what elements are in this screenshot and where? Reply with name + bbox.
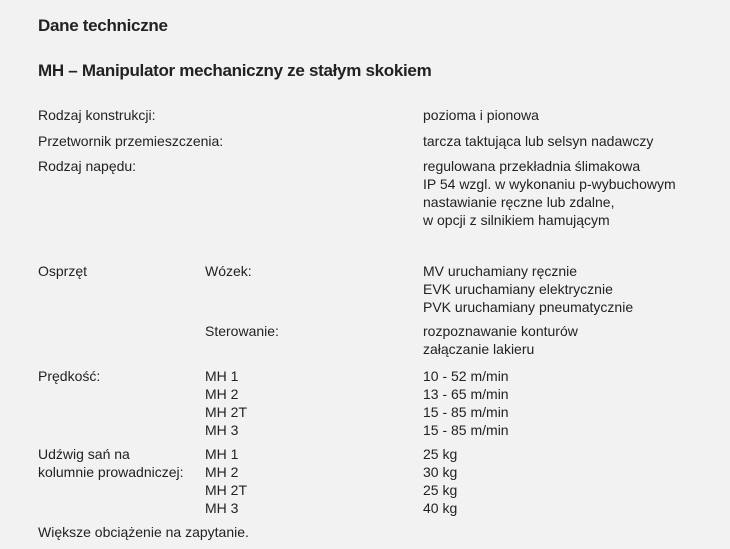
value-rodzaj-napedu (423, 157, 676, 229)
speed-value: 13 - 65 m/min (423, 386, 509, 402)
predkosc-models (205, 367, 247, 439)
model-label: MH 1 (205, 446, 239, 462)
speed-value: 10 - 52 m/min (423, 368, 509, 384)
model-label: MH 2T (205, 404, 247, 420)
predkosc-values (423, 367, 509, 439)
value-rodzaj-konstrukcji: pozioma i pionowa (423, 107, 539, 123)
label-sterowanie: Sterowanie: (205, 323, 279, 339)
page-title: Dane techniczne (38, 16, 168, 35)
load-value: 25 kg (423, 446, 458, 462)
value-wozek (423, 262, 633, 316)
speed-value: 15 - 85 m/min (423, 404, 509, 420)
naped-line: IP 54 wzgl. w wykonaniu p-wybuchowym (423, 176, 676, 192)
naped-line: regulowana przekładnia ślimakowa (423, 158, 641, 174)
sterowanie-line: załączanie lakieru (423, 341, 535, 357)
model-label: MH 2 (205, 464, 239, 480)
label-predkosc: Prędkość: (38, 368, 101, 384)
model-label: MH 3 (205, 500, 239, 516)
udzwig-label-line: kolumnie prowadniczej: (38, 464, 184, 480)
wozek-line: PVK uruchamiany pneumatycznie (423, 299, 634, 315)
label-rodzaj-konstrukcji: Rodzaj konstrukcji: (38, 107, 156, 123)
model-label: MH 1 (205, 368, 239, 384)
label-wozek: Wózek: (205, 263, 252, 279)
label-przetwornik: Przetwornik przemieszczenia: (38, 133, 224, 149)
value-sterowanie (423, 322, 578, 358)
udzwig-label-line: Udźwig sań na (38, 446, 130, 462)
load-value: 40 kg (423, 500, 458, 516)
model-label: MH 3 (205, 422, 239, 438)
section-subtitle: MH – Manipulator mechaniczny ze stałym skokiem (38, 61, 432, 80)
sterowanie-line: rozpoznawanie konturów (423, 323, 578, 339)
udzwig-values (423, 445, 457, 517)
naped-line: nastawianie ręczne lub zdalne, (423, 194, 615, 210)
speed-value: 15 - 85 m/min (423, 422, 509, 438)
label-osprzet: Osprzęt (38, 263, 88, 279)
footer-note: Większe obciążenie na zapytanie. (38, 524, 249, 540)
label-udzwig (38, 445, 184, 481)
model-label: MH 2T (205, 482, 247, 498)
wozek-line: EVK uruchamiany elektrycznie (423, 281, 613, 297)
wozek-line: MV uruchamiany ręcznie (423, 263, 578, 279)
udzwig-models (205, 445, 247, 517)
load-value: 25 kg (423, 482, 458, 498)
naped-line: w opcji z silnikiem hamującym (423, 212, 610, 228)
model-label: MH 2 (205, 386, 239, 402)
label-rodzaj-napedu: Rodzaj napędu: (38, 158, 137, 174)
value-przetwornik: tarcza taktująca lub selsyn nadawczy (423, 133, 654, 149)
load-value: 30 kg (423, 464, 458, 480)
